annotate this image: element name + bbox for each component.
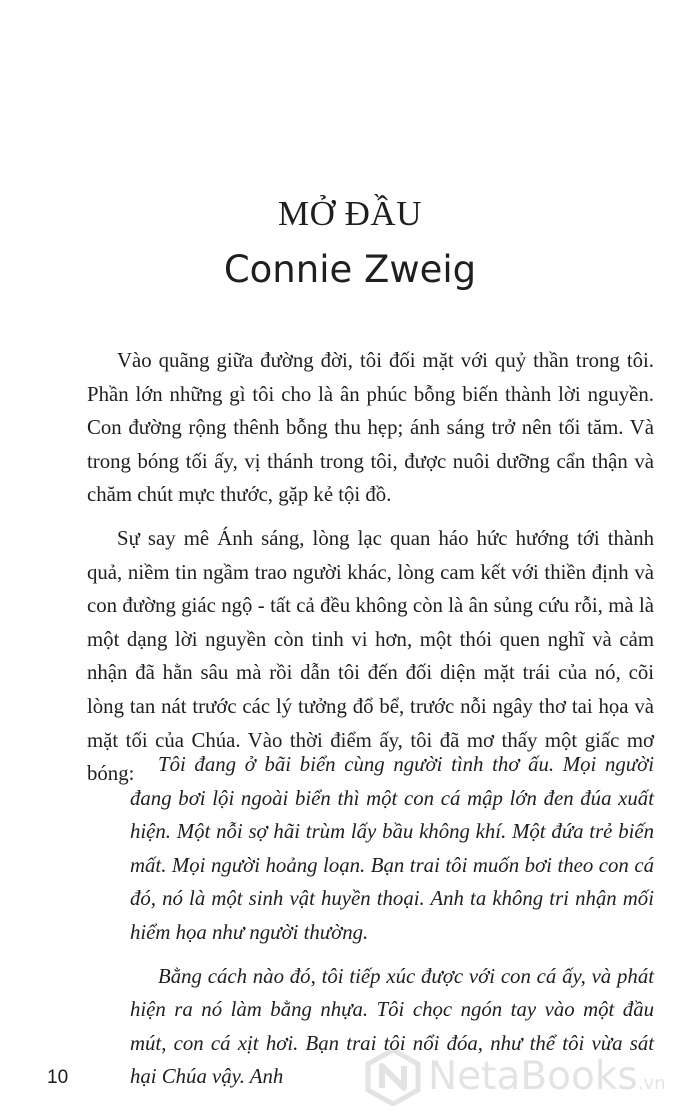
page-number: 10 [47,1067,69,1088]
body-text [87,344,654,791]
dream-quote [130,748,654,1094]
chapter-title: MỞ ĐẦU [278,194,422,233]
watermark-brand: NetaBooks [428,1054,638,1099]
watermark-suffix: .vn [637,1073,666,1094]
quote-paragraph-1: Tôi đang ở bãi biển cùng người tình thơ ấu. Mọi người đang bơi lội ngoài biển thì một con cá mập lớn đen đúa xuất hiện. Một nỗi sợ hãi trùm lấy bầu không khí. Một đứa trẻ biến mất. Mọi người hoảng loạn. Bạn trai tôi muốn bơi theo con cá đó, nó là một sinh vật huyền thoại. Anh ta không tri nhận mối hiểm họa như người thường. [130,753,654,944]
body-paragraph-2: Sự say mê Ánh sáng, lòng lạc quan háo hức hướng tới thành quả, niềm tin ngầm trao người khác, lòng cam kết với thiền định và con đường giác ngộ - tất cả đều không còn là ân sủng cứu rỗi, mà là một dạng lời nguyền còn tinh vi hơn, một thói quen nghĩ và cảm nhận đã hằn sâu mà rồi dẫn tôi đến đối diện mặt trái của nó, cõi lòng tan nát trước các lý tưởng đổ bể, trước nỗi ngây thơ tai họa và mặt tối của Chúa. Vào thời điểm ấy, tôi đã mơ thấy một giấc mơ bóng: [87,526,654,786]
chapter-author: Connie Zweig [223,248,477,291]
body-paragraph-1: Vào quãng giữa đường đời, tôi đối mặt với quỷ thần trong tôi. Phần lớn những gì tôi cho là ân phúc bỗng biến thành lời nguyền. Con đường rộng thênh bỗng thu hẹp; ánh sáng trở nên tối tăm. Và trong bóng tối ấy, vị thánh trong tôi, được nuôi dưỡng cẩn thận và chăm chút mực thước, gặp kẻ tội đồ. [87,349,654,507]
quote-paragraph-2: Bằng cách nào đó, tôi tiếp xúc được với con cá ấy, và phát hiện ra nó làm bằng nhựa. Tôi chọc ngón tay vào một đầu mút, con cá xịt hơi. Bạn trai tôi nổi đóa, như thể tôi vừa sát hại Chúa vậy. Anh [130,964,654,1089]
